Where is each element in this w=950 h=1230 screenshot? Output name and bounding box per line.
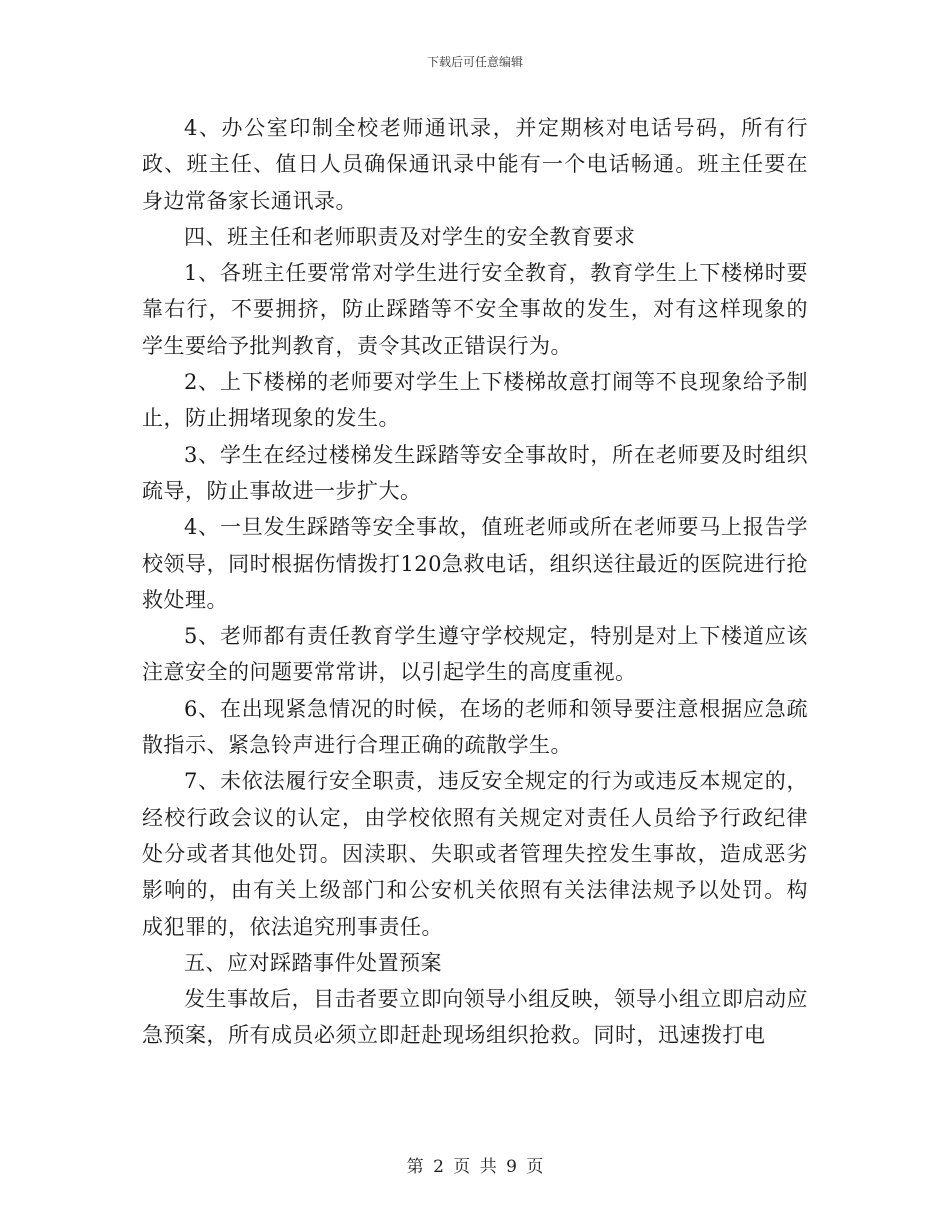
paragraph-item-7: 7、未依法履行安全职责，违反安全规定的行为或违反本规定的，经校行政会议的认定，由学校依照有关规定对责任人员给予行政纪律处分或者其他处罚。因渎职、失职或者管理失控发生事故，造成恶劣影响的，由有关上级部门和公安机关依照有关法律法规予以处罚。构成犯罪的，依法追究刑事责任。 [142,769,808,939]
paragraph-item-2: 2、上下楼梯的老师要对学生上下楼梯故意打闹等不良现象给予制止，防止拥堵现象的发生。 [142,370,808,431]
paragraph-contact-directory: 4、办公室印制全校老师通讯录，并定期核对电话号码，所有行政、班主任、值日人员确保通讯录中能有一个电话畅通。班主任要在身边常备家长通讯录。 [142,116,808,213]
paragraph-emergency-response: 发生事故后，目击者要立即向领导小组反映，领导小组立即启动应急预案，所有成员必须立即赶赴现场组织抢救。同时，迅速拨打电 [142,987,808,1048]
page-header: 下载后可任意编辑 [426,55,523,69]
paragraph-item-6: 6、在出现紧急情况的时候，在场的老师和领导要注意根据应急疏散指示、紧急铃声进行合理正确的疏散学生。 [142,696,808,758]
page-number: 第 2 页 共 9 页 [406,1157,544,1177]
section-heading-4: 四、班主任和老师职责及对学生的安全教育要求 [184,224,636,249]
paragraph-item-4: 4、一旦发生踩踏等安全事故，值班老师或所在老师要马上报告学校领导，同时根据伤情拨打120急救电话，组织送往最近的医院进行抢救处理。 [142,515,808,612]
paragraph-item-3: 3、学生在经过楼梯发生踩踏等安全事故时，所在老师要及时组织疏导，防止事故进一步扩大。 [142,442,808,503]
paragraph-item-5: 5、老师都有责任教育学生遵守学校规定，特别是对上下楼道应该注意安全的问题要常常讲，以引起学生的高度重视。 [142,624,808,685]
section-heading-5: 五、应对踩踏事件处置预案 [184,950,442,975]
document-body [142,110,808,1054]
paragraph-item-1: 1、各班主任要常常对学生进行安全教育，教育学生上下楼梯时要靠右行，不要拥挤，防止踩踏等不安全事故的发生，对有这样现象的学生要给予批判教育，责令其改正错误行为。 [142,261,808,358]
